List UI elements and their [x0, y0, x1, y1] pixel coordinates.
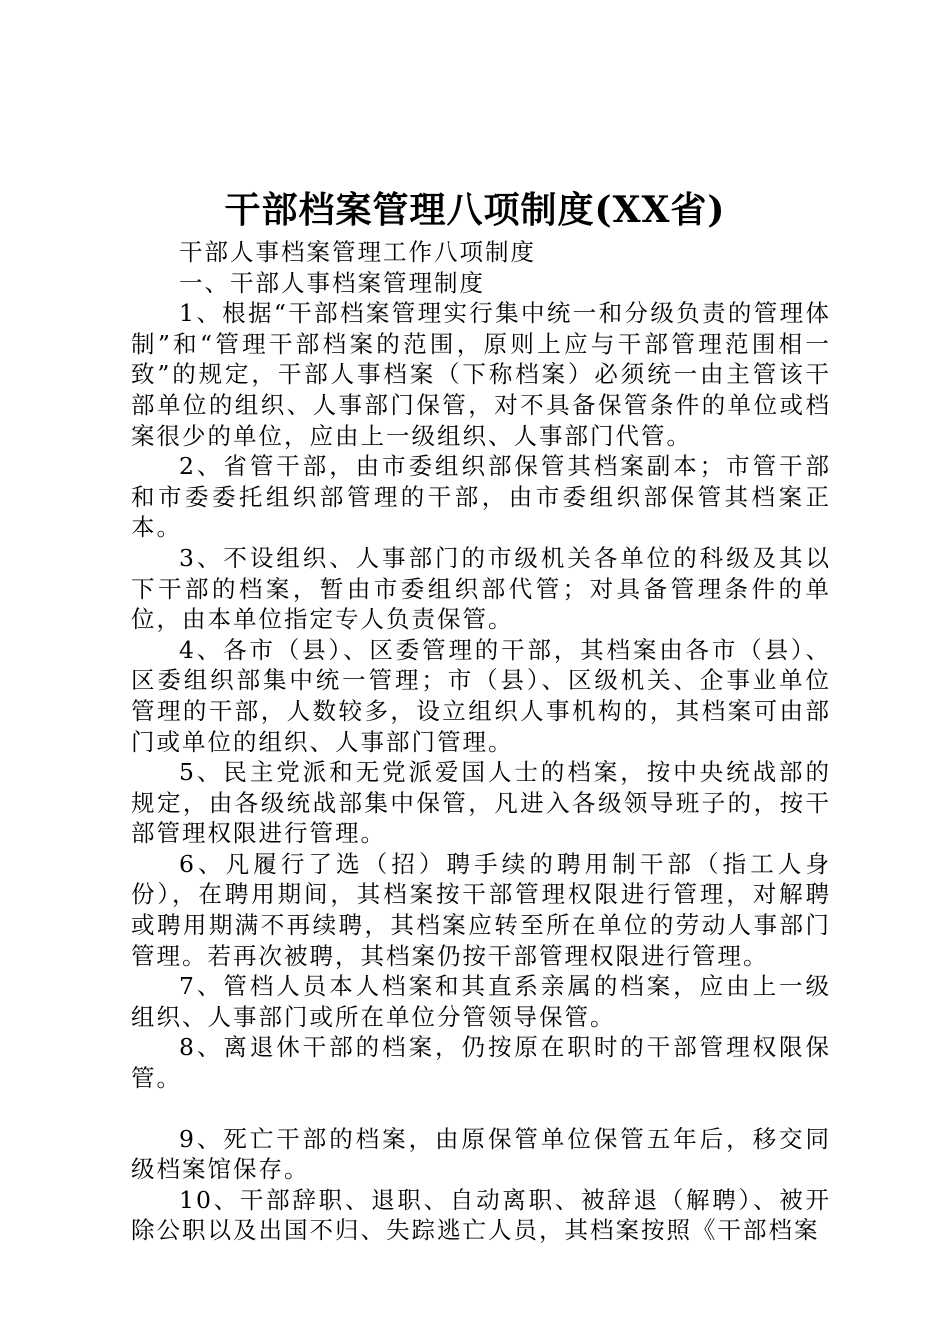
document-body	[131, 237, 831, 1246]
paragraph-item-9: 9、死亡干部的档案，由原保管单位保管五年后，移交同级档案馆保存。	[131, 1124, 831, 1184]
paragraph-item-10: 10、干部辞职、退职、自动离职、被辞退（解聘）、被开除公职以及出国不归、失踪逃亡人员，其档案按照《干部档案	[131, 1185, 831, 1245]
section-heading: 一、干部人事档案管理制度	[179, 268, 485, 297]
document-title: 干部档案管理八项制度(XX省)	[224, 189, 726, 231]
blank-line	[131, 1094, 831, 1124]
paragraph-item-3: 3、不设组织、人事部门的市级机关各单位的科级及其以下干部的档案，暂由市委组织部代管；对具备管理条件的单位，由本单位指定专人负责保管。	[131, 543, 831, 634]
paragraph-item-2: 2、省管干部，由市委组织部保管其档案副本；市管干部和市委委托组织部管理的干部，由市委组织部保管其档案正本。	[131, 452, 831, 542]
paragraph-item-4: 4、各市（县）、区委管理的干部，其档案由各市（县）、区委组织部集中统一管理；市（县）、区级机关、企事业单位管理的干部，人数较多，设立组织人事机构的，其档案可由部门或单位的组织、人事部门管理。	[131, 635, 831, 756]
paragraph-item-7: 7、管档人员本人档案和其直系亲属的档案，应由上一级组织、人事部门或所在单位分管领导保管。	[131, 972, 831, 1031]
paragraph-item-6: 6、凡履行了选（招）聘手续的聘用制干部（指工人身份），在聘用期间，其档案按干部管理权限进行管理，对解聘或聘用期满不再续聘，其档案应转至所在单位的劳动人事部门管理。若再次被聘，其档案仍按干部管理权限进行管理。	[131, 849, 831, 970]
paragraph-item-1: 1、根据“干部档案管理实行集中统一和分级负责的管理体制”和“管理干部档案的范围，原则上应与干部管理范围相一致”的规定，干部人事档案（下称档案）必须统一由主管该干部单位的组织、人事部门保管，对不具备保管条件的单位或档案很少的单位，应由上一级组织、人事部门代管。	[131, 299, 831, 450]
paragraph-item-5: 5、民主党派和无党派爱国人士的档案，按中央统战部的规定，由各级统战部集中保管，凡进入各级领导班子的，按干部管理权限进行管理。	[131, 758, 831, 848]
subtitle-paragraph: 干部人事档案管理工作八项制度	[179, 238, 536, 266]
paragraph-item-8: 8、离退休干部的档案，仍按原在职时的干部管理权限保管。	[131, 1033, 831, 1093]
